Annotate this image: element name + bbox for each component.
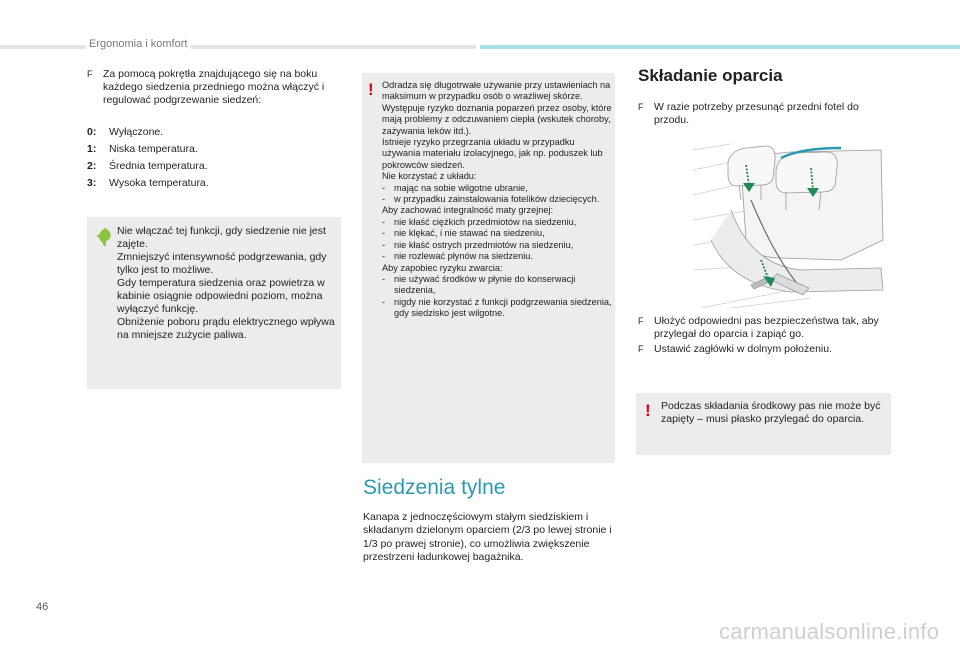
folding-step: F W razie potrzeby przesunąć przedni fotel do przodu. <box>638 101 859 126</box>
header-rule-accent <box>480 45 960 49</box>
eco-tip-box <box>87 217 341 389</box>
level-row: 2: Średnia temperatura. <box>87 160 208 172</box>
level-row: 0: Wyłączone. <box>87 126 164 138</box>
warning-icon: ! <box>368 80 374 99</box>
list-item: - nie kłaść ciężkich przedmiotów na siedzeniu, <box>382 216 577 227</box>
rear-seats-text: Kanapa z jednoczęściowym stałym siedziskiem i składanym dzielonym oparciem (2/3 po lewej stronie i 1/3 po prawej stronie), co umożliwia zwiększenie przestrzeni ładunkowej bagażnika. <box>363 511 612 564</box>
list-item: - nie kłaść ostrych przedmiotów na siedzeniu, <box>382 239 574 250</box>
eco-leaf-icon <box>96 227 114 247</box>
folding-warning-box <box>636 393 891 455</box>
header-rule <box>0 45 476 49</box>
list-item: - nie używać środków w płynie do konserwacji siedzenia, <box>382 273 576 296</box>
folding-steps <box>638 315 893 358</box>
intro-step <box>87 68 342 107</box>
folding-step: F Ustawić zagłówki w dolnym położeniu. <box>638 343 832 355</box>
list-item: - w przypadku zainstalowania fotelików dziecięcych. <box>382 194 600 205</box>
warning-icon: ! <box>645 401 651 420</box>
list-item: - nie klękać, i nie stawać na siedzeniu, <box>382 228 545 239</box>
step-marker: F <box>638 316 644 326</box>
rear-seats-heading: Siedzenia tylne <box>363 476 506 499</box>
heating-levels <box>87 126 342 190</box>
list-item: - mając na sobie wilgotne ubranie, <box>382 182 528 193</box>
step-marker: F <box>638 102 644 112</box>
folding-heading: Składanie oparcia <box>638 66 783 85</box>
watermark: carmanualsonline.info <box>719 619 940 644</box>
step-marker: F <box>638 344 644 354</box>
list-item: - nigdy nie korzystać z funkcji podgrzewania siedzenia, gdy siedzisko jest wilgotne. <box>382 296 612 319</box>
warning-box <box>362 73 615 463</box>
folding-step: F Ułożyć odpowiedni pas bezpieczeństwa tak, aby przylegał do oparcia i zapiąć go. <box>638 315 879 340</box>
level-row: 1: Niska temperatura. <box>87 143 198 155</box>
folding-warning-text: Podczas składania środkowy pas nie może być zapięty – musi płasko przylegać do oparcia. <box>661 400 881 425</box>
list-item: - nie rozlewać płynów na siedzeniu. <box>382 251 533 262</box>
rear-seat-illustration <box>691 140 888 308</box>
chapter-title: Ergonomia i komfort <box>86 38 191 50</box>
level-row: 3: Wysoka temperatura. <box>87 177 209 189</box>
seat-heating-column <box>87 68 342 194</box>
eco-tip-text: Nie włączać tej funkcji, gdy siedzenie nie jest zajęte. Zmniejszyć intensywność podgrzewania, gdy tylko jest to możliwe. Gdy temperatura siedzenia oraz powietrza w kabinie osiągnie odpowiedni poziom, można wyłączyć funkcję. Obniżenie poboru prądu elektrycznego wpływa na mniejsze zużycie paliwa. <box>117 225 335 341</box>
step-marker: F <box>87 69 93 79</box>
warning-text: Odradza się długotrwałe używanie przy ustawieniach na maksimum w przypadku osób o wrażliwej skórze. Występuje ryzyko doznania poparzeń przez osoby, które mają problemy z odczuwaniem ciepła (wskutek choroby, zażywania leków itd.). Istnieje ryzyko przegrzania układu w przypadku używania materiału izolacyjnego, jak np. poduszek lub pokrowców siedzeń. Nie korzystać z układu: - mając na sobie wilgotne ubranie, - w przypadku zainstalowania fotelików dziecięcych. Aby zachować integralność maty grzejnej: - nie kłaść ciężkich przedmiotów na siedzeniu, - nie klękać, i nie stawać na siedzeniu, - nie kłaść ostrych przedmiotów na siedzeniu, - nie rozlewać płynów na siedzeniu. Aby zapobiec ryzyku zwarcia: - nie używać środków w płynie do konserwacji siedzenia, - nigdy nie korzystać z funkcji podgrzewania siedzenia, gdy siedzisko jest wilgotne. <box>382 80 612 319</box>
intro-text: Za pomocą pokrętła znajdującego się na boku każdego siedzenia przedniego można włączyć i regulować podgrzewanie siedzeń: <box>103 68 325 106</box>
page-number: 46 <box>36 601 49 613</box>
